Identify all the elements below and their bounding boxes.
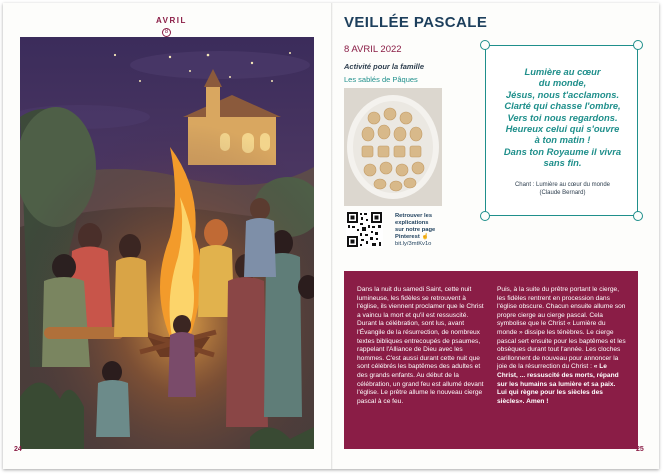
prayer-text xyxy=(492,66,633,169)
page-number-right: 25 xyxy=(636,446,644,453)
text-column-right-plain: Puis, à la suite du prêtre portant le cierge, les fidèles rentrent en procession dans l'église obscure. Chacun ensuite allume son propre cierge au cierge pascal. Cela symbolise que le Christ « Lumière du monde » dissipe les ténèbres. Le cierge pascal sert ensuite pour les baptêmes et les obsèques durant tout l'année. Les cloches carillonnent de nouveau pour annoncer la joie de la résurrection du Christ : xyxy=(497,286,626,371)
text-panel xyxy=(344,271,638,449)
date-label: 8 AVRIL 2022 xyxy=(344,44,402,55)
prayer-line: Dans ton Royaume il vivra xyxy=(503,145,622,157)
page-number-left: 24 xyxy=(14,446,22,453)
qr-code-icon[interactable] xyxy=(346,211,383,248)
qr-caption xyxy=(395,213,447,248)
running-head: AVRIL xyxy=(156,16,187,25)
prayer-source xyxy=(492,182,633,197)
prayer-line: Clarté qui chasse l'ombre, xyxy=(504,100,621,112)
prayer-line: Jésus, nous t'acclamons. xyxy=(505,88,620,100)
pointer-icon: ☝ xyxy=(421,234,429,240)
corner-ornament xyxy=(480,40,490,50)
qr-caption-line1: Retrouver les xyxy=(395,213,433,219)
activity-label: Activité pour la famille xyxy=(344,62,425,71)
corner-ornament xyxy=(633,40,643,50)
prayer-line: Heureux celui qui s'ouvre xyxy=(505,123,620,135)
page-mark: 8 xyxy=(162,28,171,37)
qr-caption-line2: explications xyxy=(395,220,429,226)
activity-name: Les sablés de Pâques xyxy=(344,75,418,84)
prayer-line: Vers toi nous regardons. xyxy=(507,111,618,123)
prayer-box xyxy=(485,45,638,216)
cookie-plate-photo xyxy=(344,88,442,206)
prayer-source-line1: Chant : Lumière au cœur du monde xyxy=(514,182,611,188)
page-title: VEILLÉE PASCALE xyxy=(344,14,488,31)
page-fold xyxy=(331,3,333,469)
easter-vigil-illustration xyxy=(20,37,314,449)
prayer-line: Lumière au cœur xyxy=(524,66,601,77)
corner-ornament xyxy=(480,211,490,221)
corner-ornament xyxy=(633,211,643,221)
text-column-right xyxy=(497,286,627,406)
qr-caption-line3: sur notre page xyxy=(395,227,436,233)
qr-caption-line4: Pinterest xyxy=(395,234,420,240)
text-column-right-quote: « Le Christ, ... ressuscité des morts, répand sur les humains sa lumière et sa paix. Lui qui règne pour les siècles des siècles». Amen ! xyxy=(497,363,619,405)
prayer-line: sans fin. xyxy=(543,157,582,169)
prayer-line: à ton matin ! xyxy=(534,134,591,146)
text-column-left: Dans la nuit du samedi Saint, cette nuit lumineuse, les fidèles se retrouvent à l'église, ils viennent proclamer que le Christ a vaincu la mort et qu'il est ressuscité. Durant la célébration, sont lus, avant l'Évangile de la résurrection, de nombreux textes bibliques entrecoupés de psaumes, rappelant l'Alliance de Dieu avec les hommes. C'est aussi durant cette nuit que sont célébrés les baptêmes des adultes et des grands enfants. Au début de la célébration, un grand feu est allumé devant l'église. Le prêtre allume le nouveau cierge pascal à ce feu. xyxy=(357,286,484,405)
qr-link[interactable]: bit.ly/3mtKv1o xyxy=(395,241,432,247)
prayer-source-line2: (Claude Bernard) xyxy=(539,189,586,196)
prayer-line: du monde, xyxy=(538,77,587,89)
